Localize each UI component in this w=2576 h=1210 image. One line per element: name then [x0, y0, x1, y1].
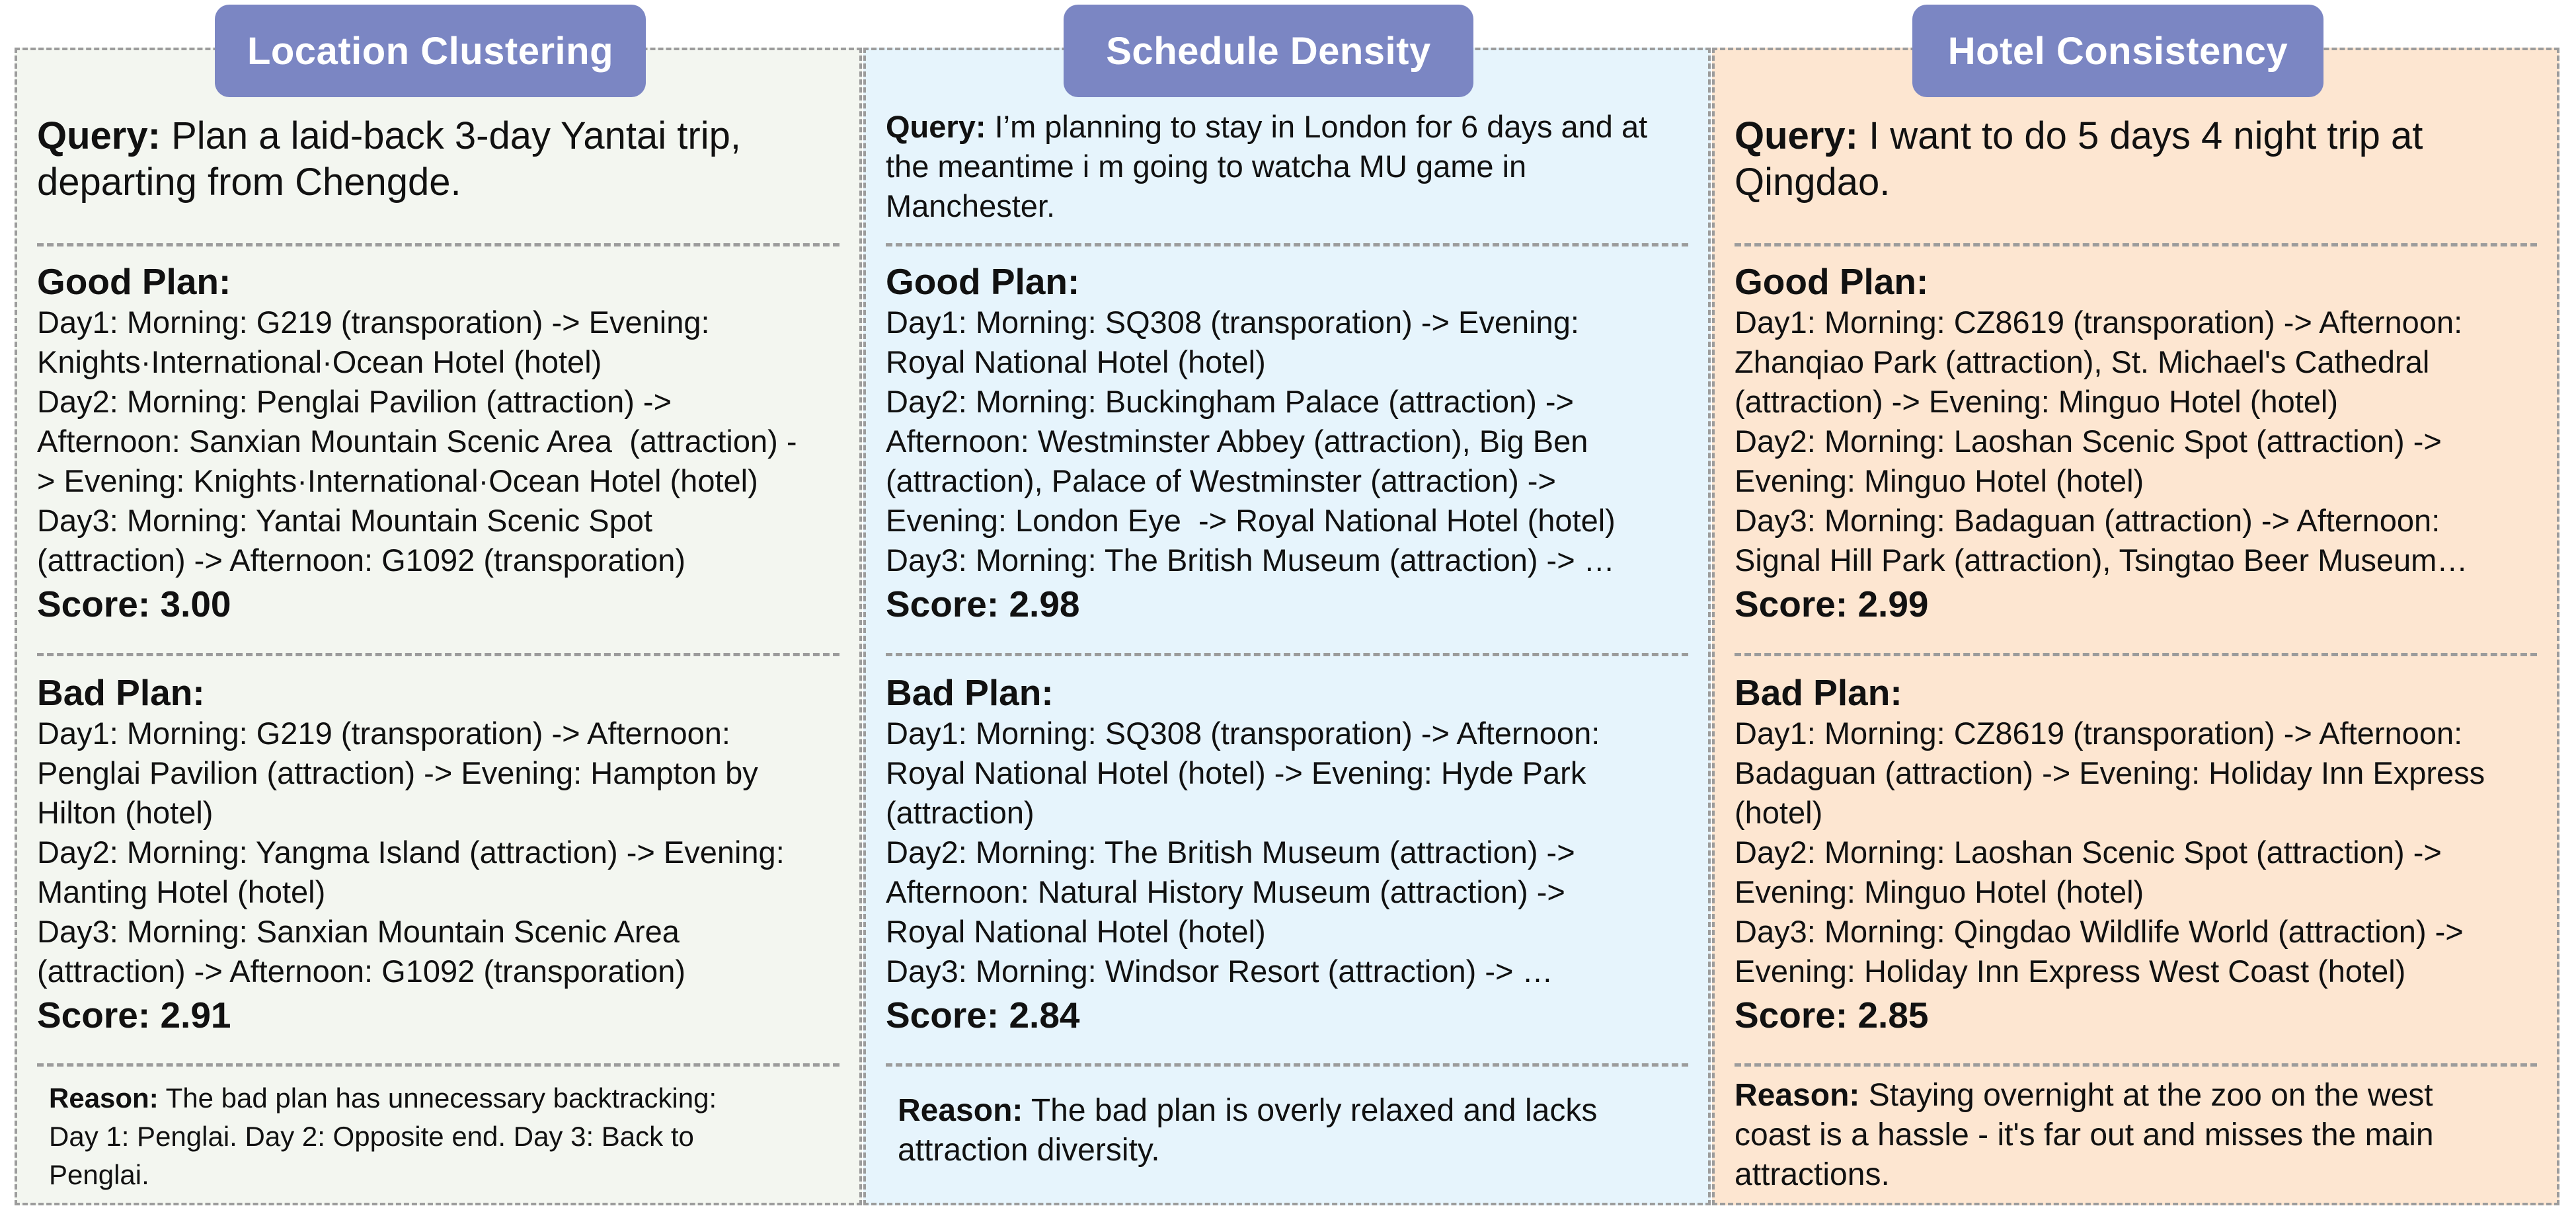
panel-location-clustering	[15, 48, 862, 1205]
reason-label: Reason:	[898, 1093, 1023, 1128]
query-text: I’m planning to stay in London for 6 days and at the meantime i m going to watcha MU game in Manchester.	[886, 109, 1648, 223]
reason-block	[898, 1091, 1688, 1170]
section-divider	[886, 243, 1688, 246]
section-divider	[1735, 653, 2537, 656]
good-plan-block	[37, 260, 839, 625]
title-location-clustering: Location Clustering	[215, 5, 646, 97]
section-divider	[1735, 243, 2537, 246]
good-plan-heading: Good Plan:	[37, 261, 231, 302]
title-schedule-density: Schedule Density	[1064, 5, 1473, 97]
section-divider	[37, 1063, 839, 1067]
query-block	[1735, 113, 2495, 206]
bad-plan-text: Day1: Morning: G219 (transporation) -> Afternoon: Penglai Pavilion (attraction) -> Evening: Hampton by Hilton (hotel) Day2: Morning: Yangma Island (attraction) -> Evening: Manting Hotel (hotel) Day3: Morning: Sanxian Mountain Scenic Area (attraction) -> Afternoon: G1092 (transporation)	[37, 716, 785, 989]
bad-plan-block	[886, 671, 1688, 1036]
good-plan-score: Score: 2.99	[1735, 584, 1929, 624]
section-divider	[1735, 1063, 2537, 1067]
good-plan-score: Score: 2.98	[886, 584, 1080, 624]
panel-hotel-consistency	[1712, 48, 2559, 1205]
good-plan-heading: Good Plan:	[1735, 261, 1929, 302]
good-plan-text: Day1: Morning: CZ8619 (transporation) -> Afternoon: Zhanqiao Park (attraction), St. Michael's Cathedral (attraction) -> Evening: Minguo Hotel (hotel) Day2: Morning: Laoshan Scenic Spot (attraction) -> Evening: Minguo Hotel (hotel) Day3: Morning: Badaguan (attraction) -> Afternoon: Signal Hill Park (attraction), Tsingtao Beer Museum…	[1735, 305, 2468, 578]
query-text: Plan a laid-back 3-day Yantai trip, departing from Chengde.	[37, 114, 741, 204]
query-block	[886, 107, 1666, 226]
section-divider	[37, 653, 839, 656]
good-plan-block	[1735, 260, 2537, 625]
bad-plan-heading: Bad Plan:	[1735, 672, 1902, 713]
reason-block	[49, 1079, 839, 1194]
query-text: I want to do 5 days 4 night trip at Qingdao.	[1735, 114, 2423, 204]
query-block	[37, 113, 797, 206]
bad-plan-heading: Bad Plan:	[886, 672, 1054, 713]
bad-plan-score: Score: 2.91	[37, 995, 231, 1036]
section-divider	[886, 1063, 1688, 1067]
good-plan-score: Score: 3.00	[37, 584, 231, 624]
bad-plan-heading: Bad Plan:	[37, 672, 205, 713]
reason-text: The bad plan has unnecessary backtracking: Day 1: Penglai. Day 2: Opposite end. Day 3: Back to Penglai.	[49, 1082, 717, 1190]
reason-label: Reason:	[1735, 1078, 1860, 1113]
section-divider	[886, 653, 1688, 656]
bad-plan-block	[1735, 671, 2537, 1036]
bad-plan-block	[37, 671, 839, 1036]
bad-plan-text: Day1: Morning: SQ308 (transporation) -> Afternoon: Royal National Hotel (hotel) -> Evening: Hyde Park (attraction) Day2: Morning: The British Museum (attraction) -> Afternoon: Natural History Museum (attraction) -> Royal National Hotel (hotel) Day3: Morning: Windsor Resort (attraction) -> …	[886, 716, 1600, 989]
bad-plan-score: Score: 2.84	[886, 995, 1080, 1036]
good-plan-block	[886, 260, 1688, 625]
good-plan-heading: Good Plan:	[886, 261, 1080, 302]
title-hotel-consistency: Hotel Consistency	[1912, 5, 2323, 97]
reason-block	[1735, 1076, 2537, 1195]
query-label: Query:	[37, 114, 161, 157]
reason-label: Reason:	[49, 1082, 159, 1114]
bad-plan-score: Score: 2.85	[1735, 995, 1929, 1036]
panel-schedule-density	[863, 48, 1711, 1205]
bad-plan-text: Day1: Morning: CZ8619 (transporation) -> Afternoon: Badaguan (attraction) -> Evening: Holiday Inn Express (hotel) Day2: Morning: Laoshan Scenic Spot (attraction) -> Evening: Minguo Hotel (hotel) Day3: Morning: Qingdao Wildlife World (attraction) -> Evening: Holiday Inn Express West Coast (hotel)	[1735, 716, 2485, 989]
reason-text: The bad plan is overly relaxed and lacks attraction diversity.	[898, 1093, 1598, 1168]
reason-text: Staying overnight at the zoo on the west coast is a hassle - it's far out and misses the main attractions.	[1735, 1078, 2434, 1192]
query-label: Query:	[1735, 114, 1858, 157]
good-plan-text: Day1: Morning: G219 (transporation) -> Evening: Knights·International·Ocean Hotel (hotel) Day2: Morning: Penglai Pavilion (attraction) -> Afternoon: Sanxian Mountain Scenic Area (attraction) - > Evening: Knights·International·Ocean Hotel (hotel) Day3: Morning: Yantai Mountain Scenic Spot (attraction) -> Afternoon: G1092 (transporation)	[37, 305, 797, 578]
query-label: Query:	[886, 109, 986, 144]
section-divider	[37, 243, 839, 246]
good-plan-text: Day1: Morning: SQ308 (transporation) -> Evening: Royal National Hotel (hotel) Day2: Morning: Buckingham Palace (attraction) -> Afternoon: Westminster Abbey (attraction), Big Ben (attraction), Palace of Westminster (attraction) -> Evening: London Eye -> Royal National Hotel (hotel) Day3: Morning: The British Museum (attraction) -> …	[886, 305, 1616, 578]
